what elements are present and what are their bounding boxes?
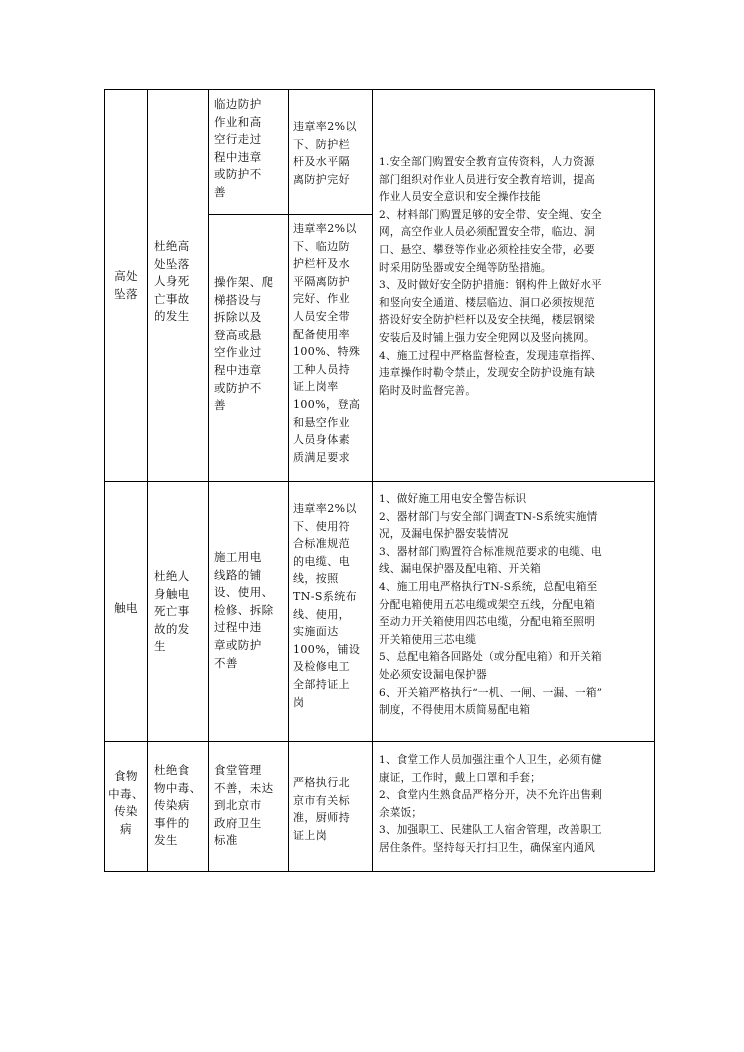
target-cell-food: 杜绝食 物中毒、 传染病 事件的 发生 xyxy=(154,763,202,848)
table-border-right xyxy=(654,89,655,872)
table-border-top xyxy=(104,89,655,90)
row-divider-fall-subrows xyxy=(208,214,372,215)
hazard-cell-electric: 触电 xyxy=(114,601,138,615)
column-divider-2 xyxy=(208,89,209,872)
risk-cell-fall-scaffold: 操作架、爬 梯搭设与 拆除以及 登高或悬 空作业过 程中违章 或防护不 善 xyxy=(214,275,274,413)
measures-cell-electric: 1、做好施工用电安全警告标识 2、器材部门与安全部门调查TN-S系统实施情 况，及漏电保护器安装情况 3、器材部门购置符合标准规范要求的电缆、电 线、漏电保护器及配电箱、开关箱 4、施工用电严格执行TN-S系统，总配电箱至 分配电箱使用五芯电缆或架空五线，分配电箱 至动力开关箱使用四芯电缆，分配电箱至照明 开关箱使用三芯电缆 5、总配电箱各回路处（或分配电箱）和开关箱 处必须安设漏电保护器 6、开关箱严格执行“一机、一闸、一漏、一箱” 制度，不得使用木质简易配电箱 xyxy=(379,493,603,717)
column-divider-4 xyxy=(372,89,373,872)
table-border-left xyxy=(104,89,105,872)
column-divider-3 xyxy=(288,89,289,872)
target-cell-fall: 杜绝高 处坠落 人身死 亡事故 的发生 xyxy=(154,239,190,324)
table-border-bottom xyxy=(104,871,655,872)
standard-cell-electric: 违章率2%以 下、使用符 合标准规范 的电缆、电 线，按照 TN-S系统布 线、使用， 实施面达 100%，铺设 及检修电工 全部持证上 岗 xyxy=(293,502,361,709)
standard-cell-fall-edge: 违章率2%以 下、防护栏 杆及水平隔 离防护完好 xyxy=(293,120,357,186)
column-divider-1 xyxy=(147,89,148,872)
hazard-cell-food: 食物 中毒、 传染 病 xyxy=(108,769,144,836)
risk-cell-electric: 施工用电 线路的铺 设、使用、 检修、拆除 过程中违 章或防护 不善 xyxy=(214,550,274,670)
target-cell-electric: 杜绝人 身触电 死亡事 故的发 生 xyxy=(154,569,190,654)
row-divider-fall-electric xyxy=(104,481,655,482)
measures-cell-food: 1、食堂工作人员加强注重个人卫生，必须有健 康证，工作时，戴上口罩和手套； 2、食堂内生熟食品严格分开，决不允许出售剩 余菜饭； 3、加强职工、民建队工人宿舍管理，改善职工 居住条件。坚持每天打扫卫生，确保室内通风 xyxy=(379,754,602,854)
risk-cell-fall-edge: 临边防护 作业和高 空行走过 程中违章 或防护不 善 xyxy=(214,97,262,199)
measures-cell-fall: 1.安全部门购置安全教育宣传资料，人力资源 部门组织对作业人员进行安全教育培训，提高 作业人员安全意识和安全操作技能 2、材料部门购置足够的安全带、安全绳、安全 网，高空作业人员必须配置安全带，临边、洞 口、悬空、攀登等作业必须栓挂安全带，必要 时采用防坠器或安全绳等防坠措施。 3、及时做好安全防护措施：钢构件上做好水平 和竖向安全通道、楼层临边、洞口必须按规范 搭设好安全防护栏杆以及安全扶绳，楼层钢梁 安装后及时铺上强力安全兜网以及竖向挑网。 4、施工过程中严格监督检查，发现违章指挥、 违章操作时勒令禁止，发现安全防护设施有缺 陷时及时监督完善。 xyxy=(379,156,602,397)
standard-cell-food: 严格执行北 京市有关标 准，厨师持 证上岗 xyxy=(293,776,350,842)
row-divider-electric-food xyxy=(104,741,655,742)
risk-cell-food: 食堂管理 不善，未达 到北京市 政府卫生 标准 xyxy=(214,763,274,848)
hazard-cell-fall: 高处 坠落 xyxy=(114,269,138,301)
standard-cell-fall-scaffold: 违章率2%以 下、临边防 护栏杆及水 平隔离防护 完好、作业 人员安全带 配备使用率 100%、特殊 工种人员持 证上岗率 100%，登高 和悬空作业 人员身体素 质满足要求 xyxy=(293,222,361,464)
